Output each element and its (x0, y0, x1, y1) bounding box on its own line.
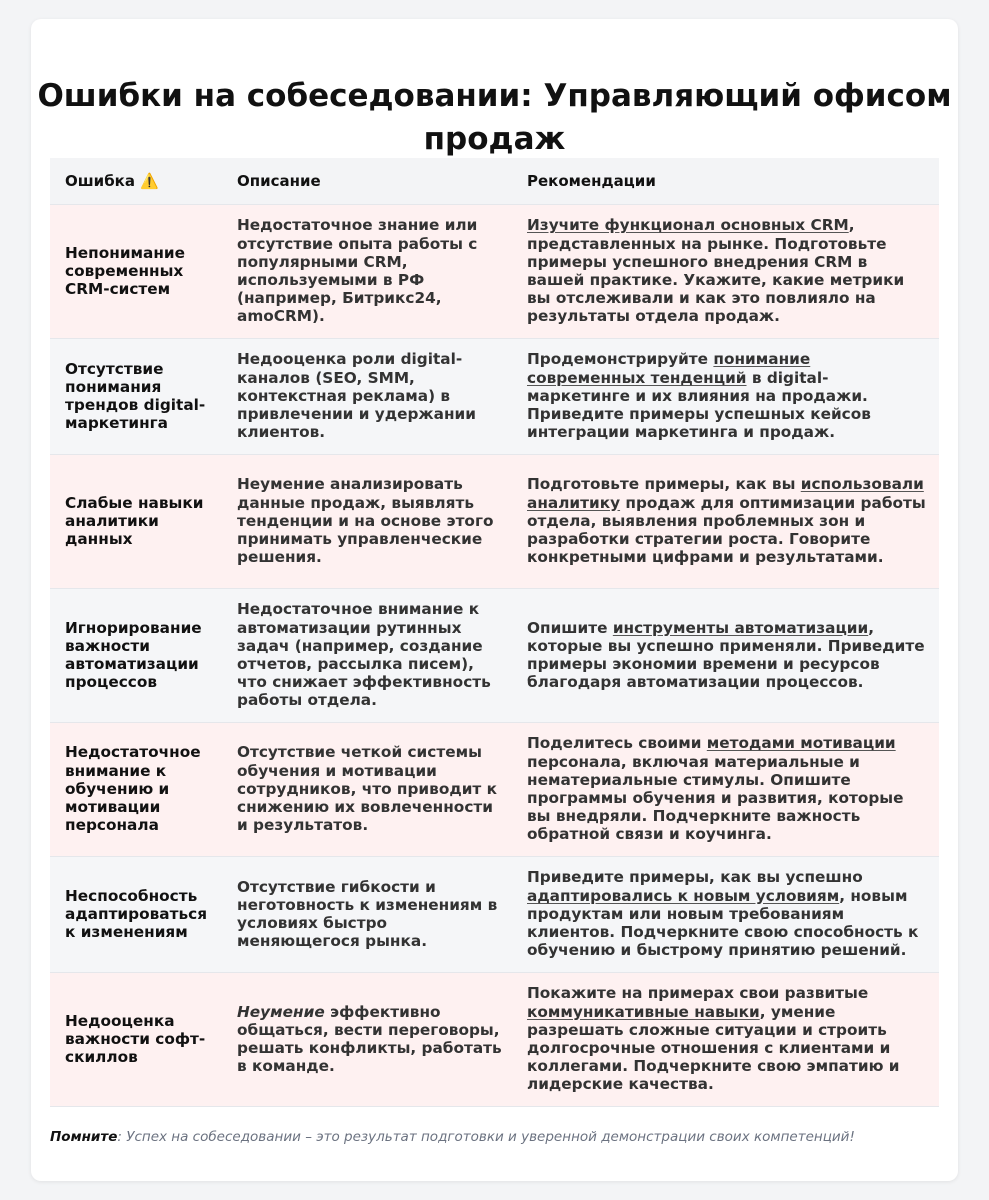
description-emphasis: Неумение (237, 1002, 325, 1021)
recommendation-text-post: , умение разрешать сложные ситуации и строить долгосрочные отношения с клиентами и коллегами. Подчеркните свою эмпатию и лидерские качества. (527, 1002, 900, 1094)
description-cell (222, 204, 512, 338)
error-cell: Непонимание современных CRM-систем (65, 243, 186, 299)
recommendation-text-pre: Опишите (527, 618, 613, 637)
page-title: Ошибки на собеседовании: Управляющий офисом продаж (37, 78, 952, 157)
error-cell: Игнорирование важности автоматизации процессов (65, 618, 202, 692)
table-row (50, 454, 939, 588)
recommendation-text-post: в digital-маркетинге и их влияния на продажи. Приведите примеры успешных кейсов интеграции маркетинга и продаж. (527, 368, 871, 442)
description-text: Неумение анализировать данные продаж, выявлять тенденции и на основе этого принимать управленческие решения. (237, 475, 494, 567)
recommendation-link[interactable]: инструменты автоматизации (612, 618, 869, 637)
table-row (50, 204, 939, 338)
table-row (50, 588, 939, 722)
recommendation-text-post: , которые вы успешно применяли. Приведите примеры экономии времени и ресурсов благодаря автоматизации процессов. (527, 618, 925, 692)
recommendation-text-pre: Подготовьте примеры, как вы (527, 475, 801, 494)
recommendation-cell (512, 454, 939, 588)
description-text: Отсутствие гибкости и неготовность к изменениям в условиях быстро меняющегося рынка. (237, 877, 498, 951)
error-cell: Слабые навыки аналитики данных (65, 493, 204, 549)
header-error: Ошибка ⚠️ (50, 158, 222, 204)
description-cell (222, 972, 512, 1106)
recommendation-text-post: персонала, включая материальные и нематериальные стимулы. Опишите программы обучения и развития, которые вы внедряли. Подчеркните важность обратной связи и коучинга. (527, 752, 904, 844)
description-text: Недостаточное знание или отсутствие опыта работы с популярными CRM, используемыми в РФ (например, Битрикс24, amoCRM). (237, 216, 478, 326)
recommendation-cell (512, 204, 939, 338)
note-text: : Успех на собеседовании – это результат подготовки и уверенной демонстрации своих компетенций! (117, 1129, 855, 1145)
header-description: Описание (222, 158, 512, 204)
error-cell: Недооценка важности софт-скиллов (65, 1011, 206, 1067)
table-row (50, 338, 939, 454)
recommendation-link[interactable]: понимание современных тенденций (527, 350, 811, 387)
table-row (50, 972, 939, 1106)
table-row (50, 722, 939, 856)
description-text: эффективно общаться, вести переговоры, решать конфликты, работать в команде. (237, 1002, 502, 1076)
recommendation-cell (512, 588, 939, 722)
description-cell (222, 454, 512, 588)
description-cell (222, 338, 512, 454)
content-card (31, 19, 958, 1181)
recommendation-text-post: , новым продуктам или новым требованиям клиентов. Подчеркните свою способность к обучению и быстрому принятию решений. (527, 886, 919, 960)
description-text: Недостаточное внимание к автоматизации рутинных задач (например, создание отчетов, рассылка писем), что снижает эффективность работы отдела. (237, 600, 491, 710)
description-text: Недооценка роли digital-каналов (SEO, SMM, контекстная реклама) в привлечении и удержании клиентов. (237, 350, 476, 442)
recommendation-text-post: продаж для оптимизации работы отдела, выявления проблемных зон и разработки стратегии роста. Говорите конкретными цифрами и результатами. (527, 493, 926, 567)
description-cell (222, 588, 512, 722)
recommendation-text-pre: Покажите на примерах свои развитые (527, 984, 869, 1003)
recommendation-text-pre: Приведите примеры, как вы успешно (527, 868, 863, 887)
recommendation-cell (512, 856, 939, 972)
description-cell (222, 722, 512, 856)
recommendation-cell (512, 972, 939, 1106)
description-text: Отсутствие четкой системы обучения и мотивации сотрудников, что приводит к снижению их вовлеченности и результатов. (237, 743, 497, 835)
recommendation-link[interactable]: методами мотивации (706, 734, 896, 753)
recommendation-cell (512, 338, 939, 454)
recommendation-link[interactable]: Изучите функционал основных CRM (527, 216, 849, 235)
recommendation-link[interactable]: коммуникативные навыки (527, 1002, 760, 1021)
error-cell: Неспособность адаптироваться к изменениям (65, 886, 208, 942)
header-recommendations: Рекомендации (512, 158, 939, 204)
recommendation-text-post: , представленных на рынке. Подготовьте примеры успешного внедрения CRM в вашей практике. Укажите, какие метрики вы отслеживали и как это повлияло на результаты отдела продаж. (527, 216, 905, 326)
table-header (50, 158, 939, 204)
recommendation-link[interactable]: использовали аналитику (527, 475, 924, 512)
error-cell: Отсутствие понимания трендов digital-маркетинга (65, 359, 206, 433)
recommendation-text-pre: Продемонстрируйте (527, 350, 714, 369)
header-row (50, 158, 939, 204)
recommendation-link[interactable]: адаптировались к новым условиям (527, 886, 840, 905)
error-cell: Недостаточное внимание к обучению и мотивации персонала (65, 743, 201, 835)
mistakes-table (50, 158, 939, 1107)
table-row (50, 856, 939, 972)
table-body (50, 204, 939, 1106)
footer-note (50, 1128, 939, 1146)
note-label: Помните (50, 1129, 118, 1145)
description-cell (222, 856, 512, 972)
recommendation-cell (512, 722, 939, 856)
recommendation-text-pre: Поделитесь своими (527, 734, 707, 753)
